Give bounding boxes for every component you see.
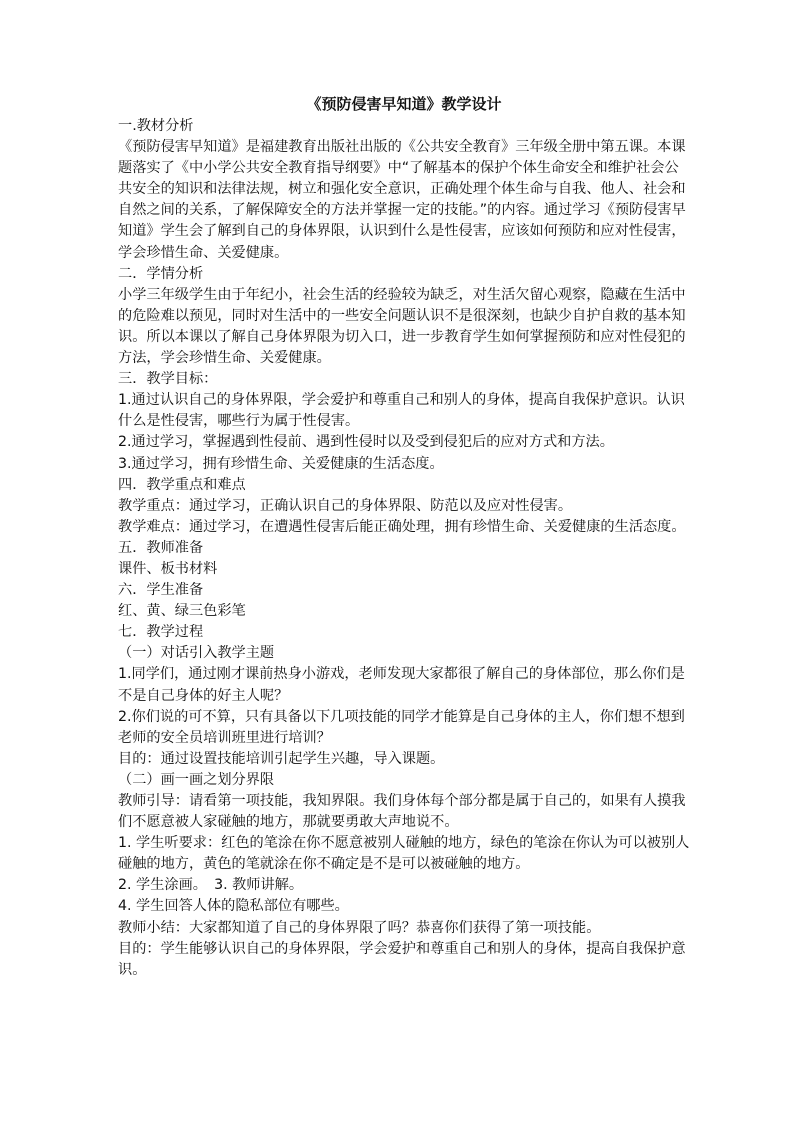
- teacher-prep-items: 课件、板书材料: [118, 560, 218, 577]
- teacher-summary: 教师小结：大家都知道了自己的身体界限了吗？恭喜你们获得了第一项技能。: [118, 919, 601, 936]
- goal-item-1: 1.通过认识自己的身体界限，学会爱护和尊重自己和别人的身体，提高自我保护意识。认识什么是性侵害，哪些行为属于性侵害。: [118, 392, 685, 430]
- goal-item-2: 2.通过学习，掌握遇到性侵前、遇到性侵时以及受到侵犯后的应对方式和方法。: [118, 434, 614, 451]
- purpose-note-2: 目的：学生能够认识自己的身体界限，学会爱护和尊重自己和别人的身体，提高自我保护意识。: [118, 940, 686, 978]
- paragraph-student-analysis: 小学三年级学生由于年纪小，社会生活的经验较为缺乏，对生活欠留心观察，隐藏在生活中的危险难以预见，同时对生活中的一些安全问题认识不是很深刻，也缺少自护自救的基本知识。所以本课以了解自己身体界限为切入口，进一步教育学生如何掌握预防和应对性侵犯的方法，学会珍惜生命、关爱健康。: [118, 286, 686, 367]
- section-heading-student-prep: 六．学生准备: [118, 582, 204, 599]
- purpose-note-1: 目的：通过设置技能培训引起学生兴趣，导入课题。: [118, 750, 445, 767]
- document-title: 《预防侵害早知道》教学设计: [306, 95, 502, 113]
- student-prep-items: 红、黄、绿三色彩笔: [118, 603, 246, 620]
- subsection-heading-dialogue-intro: （一）对话引入教学主题: [118, 645, 275, 662]
- paragraph-material-analysis: 《预防侵害早知道》是福建教育出版社出版的《公共安全教育》三年级全册中第五课。本课题落实了《中小学公共安全教育指导纲要》中“了解基本的保护个体生命安全和维护社会公共安全的知识和法律法规，树立和强化安全意识，正确处理个体生命与自我、他人、社会和自然之间的关系，了解保障安全的方法并掌握一定的技能。”的内容。通过学习《预防侵害早知道》学生会了解到自己的身体界限，认识到什么是性侵害，应该如何预防和应对性侵害，学会珍惜生命、关爱健康。: [118, 139, 686, 261]
- teacher-guidance: 教师引导：请看第一项技能，我知界限。我们身体每个部分都是属于自己的，如果有人摸我们不愿意被人家碰触的地方，那就要勇敢大声地说不。: [118, 793, 686, 831]
- document-page: [118, 92, 690, 981]
- activity-step-2-3: 2. 学生涂画。 3. 教师讲解。: [118, 877, 304, 894]
- goal-item-3: 3.通过学习，拥有珍惜生命、关爱健康的生活态度。: [118, 455, 444, 472]
- section-heading-student-analysis: 二．学情分析: [118, 265, 204, 282]
- section-heading-teaching-process: 七．教学过程: [118, 624, 204, 641]
- section-heading-key-points: 四．教学重点和难点: [118, 476, 246, 493]
- section-heading-teacher-prep: 五．教师准备: [118, 539, 204, 556]
- key-point: 教学重点：通过学习，正确认识自己的身体界限、防范以及应对性侵害。: [118, 497, 573, 514]
- section-heading-material-analysis: 一.教材分析: [118, 118, 194, 134]
- activity-step-1: 1. 学生听要求：红色的笔涂在你不愿意被别人碰触的地方，绿色的笔涂在你认为可以被别人碰触的地方，黄色的笔就涂在你不确定是不是可以被碰触的地方。: [118, 835, 690, 873]
- subsection-heading-draw-boundaries: （二）画一画之划分界限: [118, 771, 275, 788]
- process-step-2: 2.你们说的可不算，只有具备以下几项技能的同学才能算是自己身体的主人，你们想不想到老师的安全员培训班里进行培训？: [118, 708, 685, 746]
- activity-step-4: 4. 学生回答人体的隐私部位有哪些。: [118, 898, 349, 915]
- difficult-point: 教学难点：通过学习，在遭遇性侵害后能正确处理，拥有珍惜生命、关爱健康的生活态度。: [118, 518, 686, 535]
- process-step-1: 1.同学们，通过刚才课前热身小游戏，老师发现大家都很了解自己的身体部位，那么你们是不是自己身体的好主人呢？: [118, 666, 685, 704]
- section-heading-teaching-goals: 三．教学目标：: [118, 371, 218, 388]
